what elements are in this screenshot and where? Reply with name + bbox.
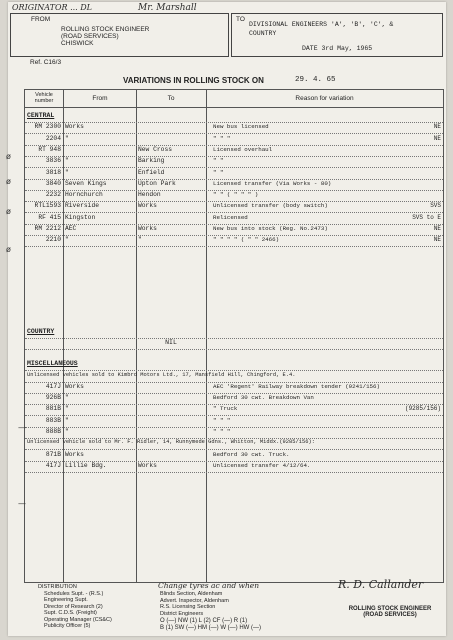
- reason-cell: " ": [213, 157, 224, 165]
- from-line1: ROLLING STOCK ENGINEER: [61, 26, 150, 33]
- from-cell: Riverside: [65, 202, 100, 210]
- section-heading: COUNTRY: [27, 327, 55, 335]
- handwritten-note: Change tyres ac and when: [158, 581, 260, 590]
- vehicle-number: 926B: [45, 394, 61, 402]
- from-line3: CHISWICK: [61, 40, 94, 47]
- vehicle-number: 881B: [45, 405, 61, 413]
- reason-cell: " " ( " " " ): [213, 191, 259, 199]
- signature: R. D. Callander: [338, 578, 424, 591]
- vehicle-number: 2204: [45, 134, 61, 142]
- distribution-list: DISTRIBUTION Schedules Supt. - (R.S.) Engineering Supt. Director of Research (2) Supt. C.D.S. (Freight) Operating Manager (CS&C) Publicity Officer (5): [38, 584, 112, 629]
- code-cell: NE: [433, 123, 441, 131]
- reason-cell: Licensed transfer (Via Works - 80): [213, 179, 332, 187]
- code-cell: (9285/156): [404, 405, 441, 413]
- vehicle-number: 883B: [45, 416, 61, 424]
- reason-cell: Bedford 30 cwt. Breakdown Van: [213, 394, 314, 402]
- reason-cell: " " ": [213, 416, 231, 424]
- from-cell: Works: [65, 123, 84, 131]
- from-label: FROM: [31, 16, 51, 23]
- from-cell: ": [65, 416, 69, 424]
- from-box: [10, 13, 229, 57]
- from-cell: Works: [65, 450, 84, 458]
- signatory-title: ROLLING STOCK ENGINEER (ROAD SERVICES): [348, 606, 432, 618]
- reference: Ref. C16/3: [30, 59, 62, 66]
- code-cell: NE: [433, 134, 441, 142]
- handwritten-originator: ORIGINATOR ... DL: [12, 3, 92, 12]
- to-cell: Enfield: [138, 168, 165, 176]
- from-cell: ": [65, 405, 69, 413]
- col-from: From: [92, 95, 108, 102]
- reason-cell: Bedford 30 cwt. Truck.: [213, 450, 290, 458]
- from-cell: Kingston: [65, 213, 96, 221]
- reason-cell: " Truck: [213, 405, 238, 413]
- vehicle-number: RT 948: [38, 145, 61, 153]
- to-label: TO: [236, 16, 245, 23]
- vehicle-number: 871B: [45, 450, 61, 458]
- reason-cell: " " ": [213, 134, 231, 142]
- reason-cell: Unlicensed transfer 4/12/64.: [213, 461, 311, 469]
- code-cell: SVS to E: [412, 213, 441, 221]
- sale-note: Unlicensed vehicles sold to Kimbrd Motors Ltd., 17, Mansfield Hill, Chingford, E.4.: [27, 371, 296, 378]
- code-cell: NE: [433, 225, 441, 232]
- col-reason: Reason for variation: [295, 95, 354, 102]
- from-cell: Lillie Bdg.: [65, 461, 107, 469]
- to-box: [231, 13, 443, 57]
- from-cell: Hornchurch: [65, 191, 103, 199]
- from-cell: ": [65, 168, 69, 176]
- from-line2: (ROAD SERVICES): [61, 33, 119, 40]
- sale-note: Unlicensed vehicle sold to Mr. F. Ridler, 14, Runnymede Gdns., Whitton, Middx.(9285/156):: [27, 439, 315, 446]
- code-cell: NE: [433, 236, 441, 244]
- reason-cell: New bus licensed: [213, 123, 269, 131]
- to-cell: Works: [138, 202, 157, 210]
- vehicle-number: 417J: [45, 382, 61, 390]
- to-cell: Barking: [138, 157, 165, 165]
- code-cell: SVS: [430, 202, 441, 210]
- variations-table: [24, 89, 444, 583]
- reason-cell: AEC 'Regent' Railway breakdown tender (9241/156): [213, 382, 380, 390]
- to-cell: ": [138, 236, 142, 244]
- reason-cell: Relicensed: [213, 213, 248, 221]
- reason-cell: " " " " ( " " 2466): [213, 236, 280, 244]
- vehicle-number: RF 415: [38, 213, 61, 221]
- vehicle-number: 3818: [45, 168, 61, 176]
- from-cell: AEC: [65, 225, 77, 232]
- from-cell: Works: [65, 382, 84, 390]
- to-addressee2: COUNTRY: [249, 30, 277, 37]
- from-cell: ": [65, 134, 69, 142]
- document-page: ORIGINATOR ... DL Mr. Marshall FROM ROLLING STOCK ENGINEER (ROAD SERVICES) CHISWICK Ref. C16/3 TO DIVISIONAL ENGINEERS 'A', 'B', 'C', & COUNTRY DATE 3rd May, 1965 VARIATIONS IN ROLLING STOCK ON 29. 4. 65 Vehicle number From To Reason for variation CENTRAL RM 2300 Works New bus licensed NE 2204 " " " " NE RT 948 New Cross Licensed overhaul 3836 " Barking " " 3818 " Enfield " " 3840 Seven Kings Upton Park Licensed transfer (Via Works - 80) 2232 Hornchurch Hendon " " ( " " " ) RTL1593 Riverside Works Unlicensed transfer (body switch) SVS RF 415 Kingston Relicensed SVS to E RM 2212 AEC Works New bus into stock (Reg. No.2473) NE 2210 " " " " " " ( " " 2466) NE COUNTRY NIL MISCELLANEOUS Unlicensed vehicles sold to Kimbrd Motors Ltd., 17, Mansfield Hill, Chingford, E.4. 417J Works AEC 'Regent' Railway breakdown tender (9241/156) 926B " Bedford 30 cwt. Breakdown Van 881B " " Truck (9285/156) 883B " " " " 888B " " " " Unlicensed vehicle sold to Mr. F. Ridler, 14, Runnymede Gdns., Whitton, Middx.(9285/156): 871B Works Bedford 30 cwt. Truck. 417J Lillie Bdg. Works Unlicensed transfer 4/12/64. ø ø ø ø — — DISTRIBUTION Schedules Supt. - (R.S.) Engineering Supt. Director of Research (2) Supt. C.D.S. (Freight) Operating Manager (CS&C) Publicity Officer (5) Change tyres ac and when Blinds Section, Aldenham Advert. Inspector, Aldenham R.S. Licensing Section District Engineers O (—) NW (1) L (2) CF (—) R (1) B (1) SW (—) HM (—) W (—) HW (—) R. D. Callander ROLLING STOCK ENGINEER (ROAD SERVICES): [8, 2, 446, 636]
- reason-cell: Unlicensed transfer (body switch): [213, 202, 328, 210]
- to-date: DATE 3rd May, 1965: [302, 45, 373, 52]
- reason-cell: " ": [213, 168, 224, 176]
- vehicle-number: RM 2212: [34, 225, 61, 232]
- to-cell: Upton Park: [138, 179, 176, 187]
- to-cell: Works: [138, 225, 157, 232]
- nil-entry: NIL: [165, 338, 177, 346]
- form-title-date: 29. 4. 65: [295, 76, 336, 84]
- vehicle-number: 2232: [45, 191, 61, 199]
- to-addressee: DIVISIONAL ENGINEERS 'A', 'B', 'C', &: [249, 21, 394, 28]
- from-cell: ": [65, 428, 69, 435]
- to-cell: New Cross: [138, 145, 173, 153]
- col-to: To: [167, 95, 175, 102]
- vehicle-number: RTL1593: [34, 202, 61, 210]
- section-heading: MISCELLANEOUS: [27, 360, 78, 368]
- to-cell: Hendon: [138, 191, 161, 199]
- from-cell: Seven Kings: [65, 179, 107, 187]
- to-cell: Works: [138, 461, 157, 469]
- from-cell: ": [65, 157, 69, 165]
- vehicle-number: 3836: [45, 157, 61, 165]
- col-vehicle-number: Vehicle number: [34, 92, 54, 104]
- handwritten-name: Mr. Marshall: [138, 3, 197, 13]
- reason-cell: " " ": [213, 428, 231, 435]
- vehicle-number: 2210: [45, 236, 61, 244]
- from-cell: ": [65, 236, 69, 244]
- from-cell: ": [65, 394, 69, 402]
- vehicle-number: RM 2300: [34, 123, 61, 131]
- form-title: VARIATIONS IN ROLLING STOCK ON: [123, 76, 264, 85]
- reason-cell: Licensed overhaul: [213, 145, 273, 153]
- vehicle-number: 3840: [45, 179, 61, 187]
- vehicle-number: 417J: [45, 461, 61, 469]
- reason-cell: New bus into stock (Reg. No.2473): [213, 225, 328, 232]
- vehicle-number: 888B: [45, 428, 61, 435]
- section-heading: CENTRAL: [27, 112, 55, 119]
- distribution-list-2: Blinds Section, Aldenham Advert. Inspector, Aldenham R.S. Licensing Section District Engineers O (—) NW (1) L (2) CF (—) R (1) B (1) SW (—) HM (—) W (—) HW (—): [160, 591, 261, 631]
